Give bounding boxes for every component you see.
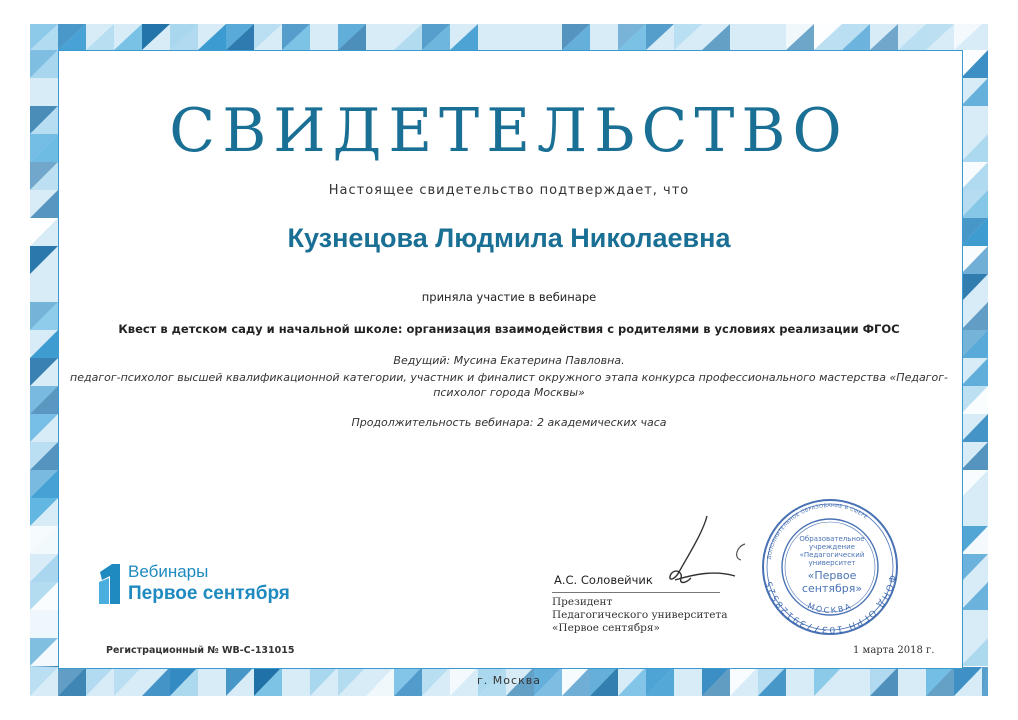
signer-title-line: Педагогического университета [552, 609, 728, 621]
registration-number: Регистрационный № WB-C-131015 [106, 645, 295, 656]
seal-center-line: «Первое [807, 569, 857, 582]
seal-bottom-text: МОСКВА [806, 601, 854, 616]
host-line: Ведущий: Мусина Екатерина Павловна. [393, 354, 625, 367]
seal-inner-line: «Педагогический [799, 551, 865, 559]
webinar-topic: Квест в детском саду и начальной школе: организация взаимодействия с родителями в условиях реализации ФГОС [118, 322, 900, 336]
action-text: приняла участие в вебинаре [421, 290, 597, 304]
signature-line [552, 592, 720, 593]
seal-inner-line: Образовательное [799, 535, 865, 543]
issue-city: г. Москва [477, 674, 541, 687]
confirm-text: Настоящее свидетельство подтверждает, что [328, 183, 690, 198]
official-seal [760, 497, 900, 637]
seal-inner-line: учреждение [809, 543, 855, 551]
signer-title-line: Президент [552, 596, 613, 608]
issue-date: 1 марта 2018 г. [853, 645, 935, 656]
recipient-name: Кузнецова Людмила Николаевна [287, 223, 731, 253]
logo-line-webinars: Вебинары [128, 562, 209, 581]
signer-title-line: «Первое сентября» [552, 622, 660, 634]
logo-line-first-september: Первое сентября [128, 583, 290, 604]
signature [645, 510, 755, 590]
webinar-duration: Продолжительность вебинара: 2 академических часа [351, 416, 667, 429]
seal-center-line: сентября» [801, 582, 863, 595]
seal-outer-text: ФОНД ОГРН 1037739128525 [764, 573, 897, 635]
signer-title [552, 596, 728, 635]
seal-top-text: ДОПОЛНИТЕЛЬНОЕ ОБРАЗОВАНИЕ В СФЕРЕ [766, 502, 869, 560]
signer-name: А.С. Соловейчик [554, 573, 653, 587]
host-description: педагог-психолог высшей квалификационной категории, участник и финалист окружного этапа конкурса профессионального мастерства «Педагог-психолог города Москвы» [70, 371, 948, 399]
svg-text:МОСКВА [806, 601, 853, 615]
digit-one-book-icon [98, 562, 124, 606]
certificate-title: СВИДЕТЕЛЬСТВО [169, 96, 849, 166]
seal-inner-line: университет [808, 559, 856, 567]
